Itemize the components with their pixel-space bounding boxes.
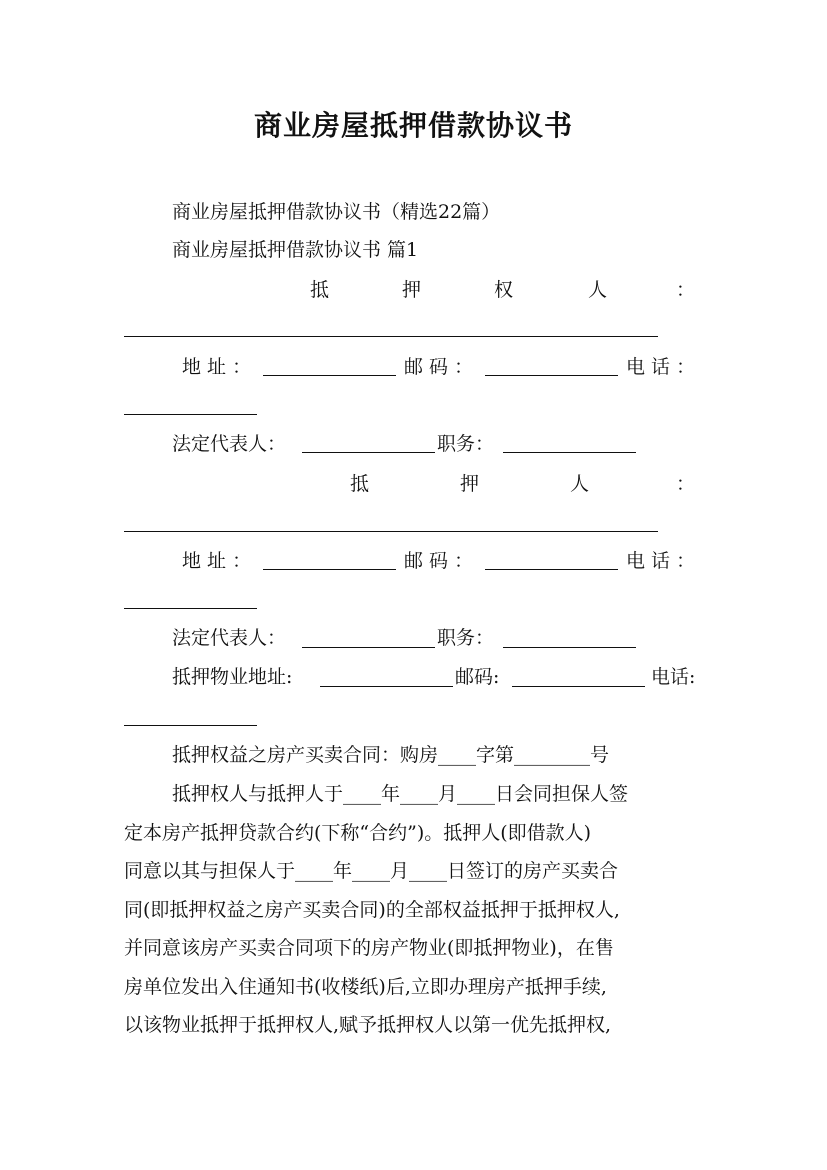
property-address-field[interactable] xyxy=(320,686,453,687)
mortgagor-label-char: 押 xyxy=(460,473,480,495)
postcode-field[interactable] xyxy=(485,375,618,376)
contract-line: 抵押权益之房产买卖合同：购房____字第________号 xyxy=(172,744,610,766)
phone-label: 电 话 ： xyxy=(626,356,696,378)
mortgagee-label-char: 押 xyxy=(402,279,422,301)
body-line: 以该物业抵押于抵押权人,赋予抵押权人以第一优先抵押权, xyxy=(124,1014,612,1036)
property-phone-label: 电话: xyxy=(651,666,696,688)
legal-rep-field[interactable] xyxy=(302,647,435,648)
position-field[interactable] xyxy=(503,452,636,453)
postcode-label: 邮 码 ： xyxy=(404,356,474,378)
address-field[interactable] xyxy=(263,375,396,376)
mortgagee-label-char: ： xyxy=(676,279,696,301)
section-heading: 商业房屋抵押借款协议书 篇1 xyxy=(172,239,419,261)
mortgagor-label-char: 人 xyxy=(570,473,590,495)
address-field[interactable] xyxy=(263,569,396,570)
phone-field[interactable] xyxy=(124,608,257,609)
mortgagee-label-char: 抵 xyxy=(310,279,330,301)
body-line: 房单位发出入住通知书(收楼纸)后,立即办理房产抵押手续, xyxy=(124,976,607,998)
document-title: 商业房屋抵押借款协议书 xyxy=(253,109,573,142)
mortgagor-name-field[interactable] xyxy=(124,531,658,532)
mortgagor-label-char: ： xyxy=(676,473,696,495)
phone-label: 电 话 ： xyxy=(626,550,696,572)
position-field[interactable] xyxy=(503,647,636,648)
mortgagor-label-char: 抵 xyxy=(350,473,370,495)
property-postcode-label: 邮码: xyxy=(455,666,500,688)
position-label: 职务： xyxy=(437,627,495,649)
property-address-label: 抵押物业地址: xyxy=(172,666,293,688)
legal-rep-field[interactable] xyxy=(302,452,435,453)
address-label: 地 址 ： xyxy=(182,550,252,572)
property-phone-field[interactable] xyxy=(124,725,257,726)
body-line: 同意以其与担保人于____年____月____日签订的房产买卖合 xyxy=(124,860,619,882)
mortgagee-label-char: 权 xyxy=(494,279,514,301)
position-label: 职务： xyxy=(437,433,495,455)
legal-rep-label: 法定代表人： xyxy=(172,627,287,649)
mortgagee-name-field[interactable] xyxy=(124,336,658,337)
body-line: 并同意该房产买卖合同项下的房产物业(即抵押物业)，在售 xyxy=(124,937,614,959)
body-line: 抵押权人与抵押人于____年____月____日会同担保人签 xyxy=(172,783,629,805)
property-postcode-field[interactable] xyxy=(512,686,645,687)
phone-field[interactable] xyxy=(124,414,257,415)
body-line: 同(即抵押权益之房产买卖合同)的全部权益抵押于抵押权人, xyxy=(124,899,620,921)
address-label: 地 址 ： xyxy=(182,356,252,378)
body-line: 定本房产抵押贷款合约(下称“合约”)。抵押人(即借款人) xyxy=(124,822,592,844)
legal-rep-label: 法定代表人： xyxy=(172,433,287,455)
document-subtitle: 商业房屋抵押借款协议书（精选22篇） xyxy=(172,201,501,223)
postcode-field[interactable] xyxy=(485,569,618,570)
mortgagee-label-char: 人 xyxy=(588,279,608,301)
postcode-label: 邮 码 ： xyxy=(404,550,474,572)
